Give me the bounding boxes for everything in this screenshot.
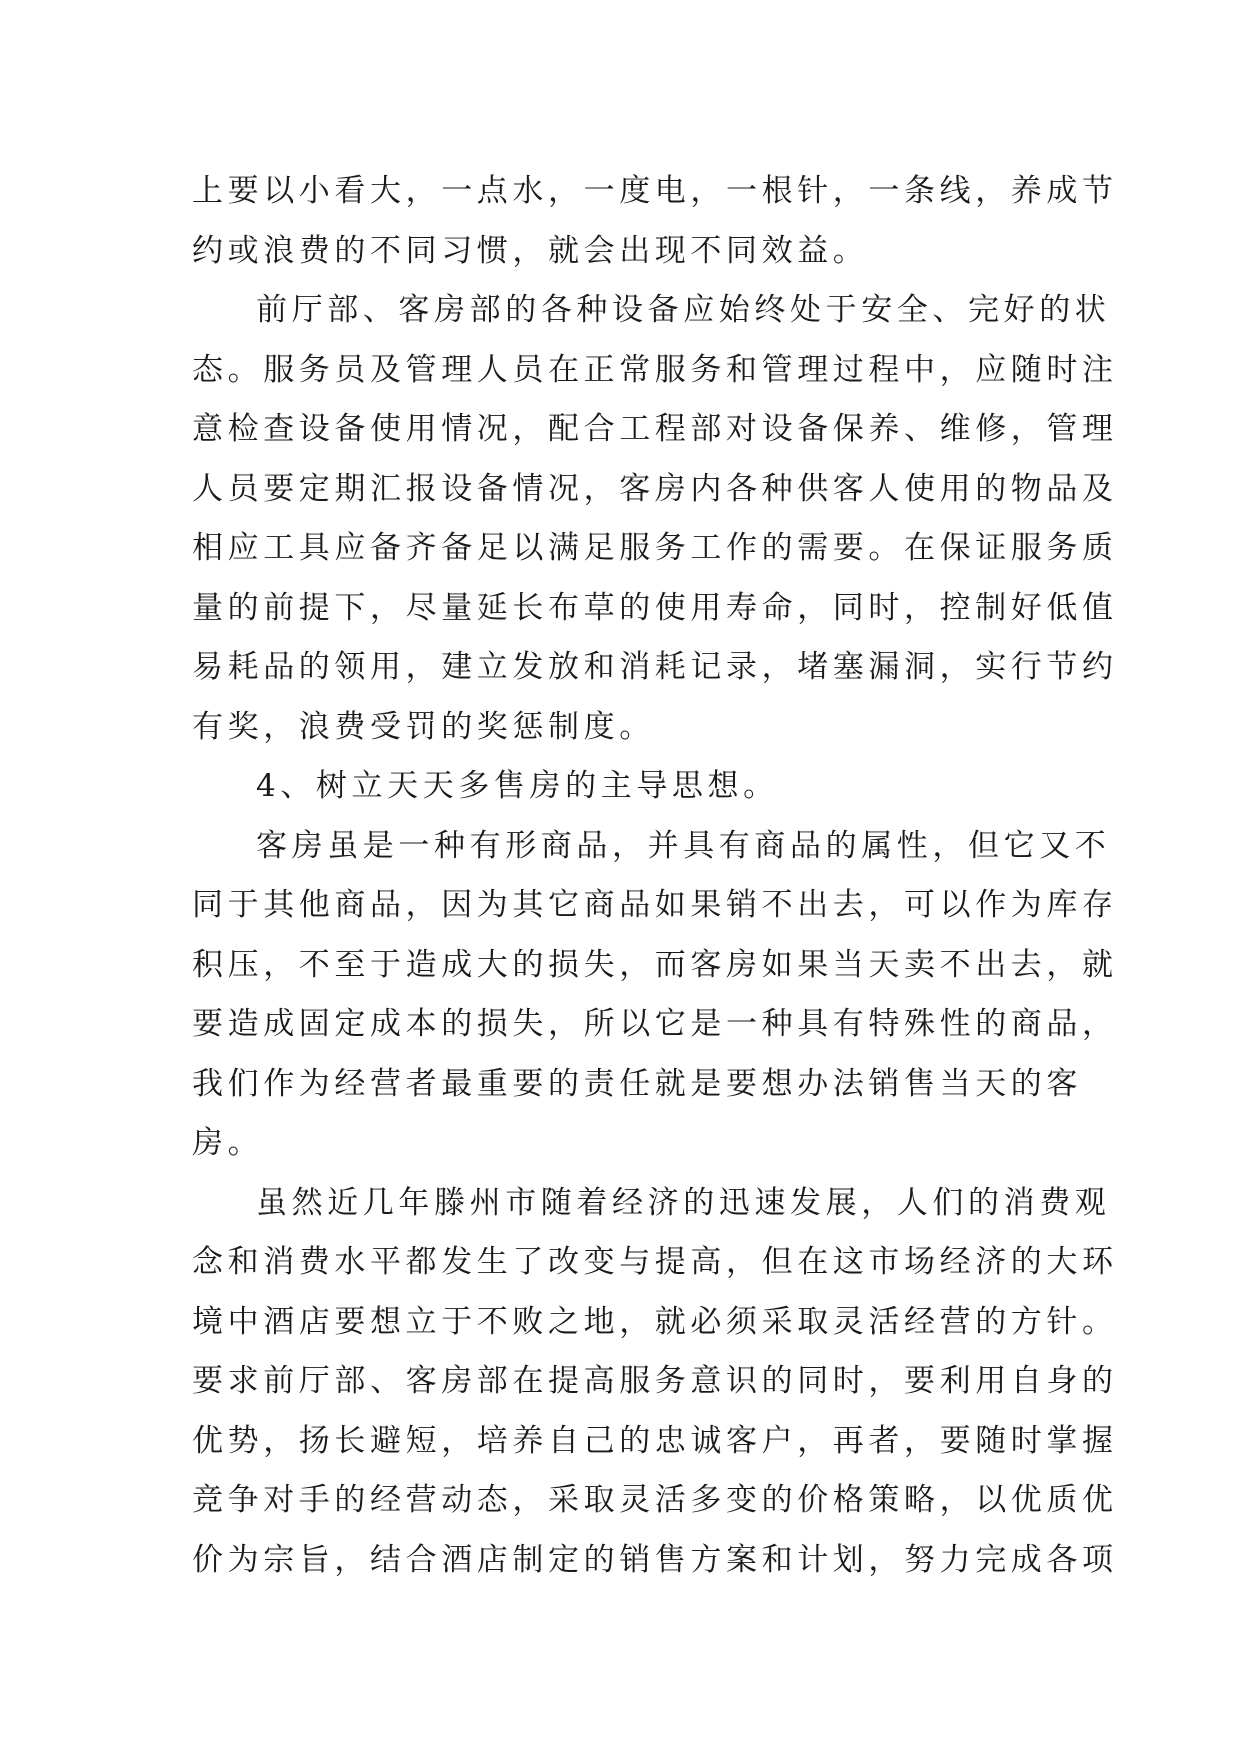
paragraph-first-line: 虽然近几年滕州市随着经济的迅速发展，人们的消费观 <box>256 1184 1111 1221</box>
text-line: 要造成固定成本的损失，所以它是一种具有特殊性的商品， <box>192 1006 1118 1042</box>
text-line: 量的前提下，尽量延长布草的使用寿命，同时，控制好低值 <box>192 589 1118 626</box>
section-heading: 4、树立天天多售房的主导思想。 <box>256 768 779 804</box>
text-line: 优势，扬长避短，培养自己的忠诚客户，再者，要随时掌握 <box>192 1422 1118 1459</box>
text-line: 要求前厅部、客房部在提高服务意识的同时，要利用自身的 <box>192 1363 1118 1399</box>
text-line: 价为宗旨，结合酒店制定的销售方案和计划，努力完成各项 <box>192 1541 1118 1578</box>
text-line: 易耗品的领用，建立发放和消耗记录，堵塞漏洞，实行节约 <box>192 649 1118 685</box>
paragraph-first-line: 前厅部、客房部的各种设备应始终处于安全、完好的状 <box>256 292 1111 328</box>
text-line: 态。服务员及管理人员在正常服务和管理过程中，应随时注 <box>192 351 1118 388</box>
text-line: 相应工具应备齐备足以满足服务工作的需要。在保证服务质 <box>192 530 1118 566</box>
paragraph-first-line: 客房虽是一种有形商品，并具有商品的属性，但它又不 <box>256 827 1111 864</box>
text-line: 人员要定期汇报设备情况，客房内各种供客人使用的物品及 <box>192 470 1118 507</box>
document-body <box>192 162 1118 1590</box>
text-line: 约或浪费的不同习惯，就会出现不同效益。 <box>192 232 869 269</box>
text-line: 上要以小看大，一点水，一度电，一根针，一条线，养成节 <box>192 173 1118 209</box>
text-line: 有奖，浪费受罚的奖惩制度。 <box>192 708 655 745</box>
text-line: 积压，不至于造成大的损失，而客房如果当天卖不出去，就 <box>192 946 1118 983</box>
text-line: 境中酒店要想立于不败之地，就必须采取灵活经营的方针。 <box>192 1303 1118 1340</box>
text-line: 我们作为经营者最重要的责任就是要想办法销售当天的客 <box>192 1065 1082 1102</box>
text-line: 房。 <box>192 1125 264 1161</box>
text-line: 意检查设备使用情况，配合工程部对设备保养、维修，管理 <box>192 411 1118 447</box>
text-line: 竞争对手的经营动态，采取灵活多变的价格策略，以优质优 <box>192 1482 1118 1518</box>
text-line: 念和消费水平都发生了改变与提高，但在这市场经济的大环 <box>192 1244 1118 1280</box>
text-line: 同于其他商品，因为其它商品如果销不出去，可以作为库存 <box>192 887 1118 923</box>
